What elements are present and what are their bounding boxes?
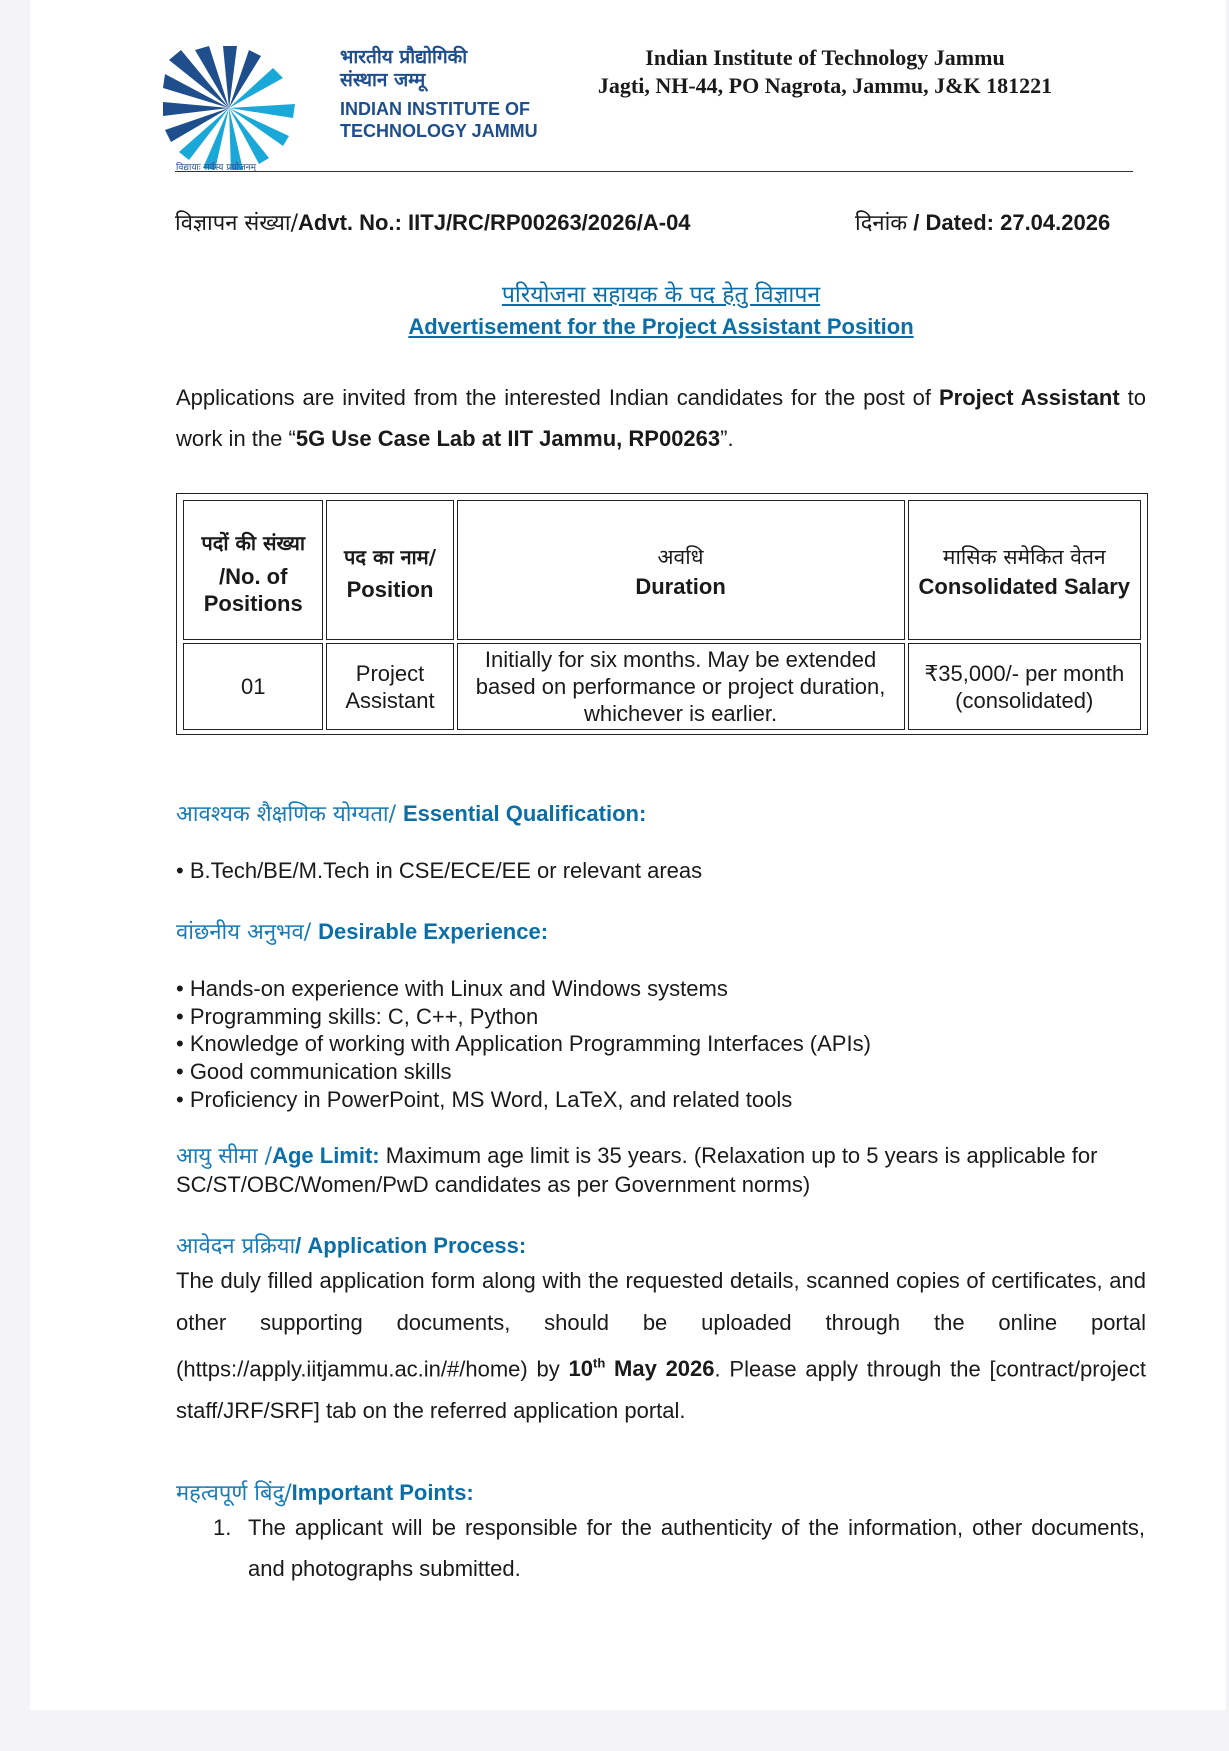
desirable-experience-list [176, 975, 871, 1114]
list-item: • Good communication skills [176, 1059, 452, 1085]
essential-qualification-list [176, 857, 702, 885]
header-duration: अवधि Duration [457, 500, 905, 640]
list-item: • Programming skills: C, C++, Python [176, 1003, 539, 1029]
header-no-of-positions: पदों की संख्या /No. of Positions [183, 500, 323, 640]
age-limit-paragraph: आयु सीमा /Age Limit: Maximum age limit is 35 years. (Relaxation up to 5 years is applicable for SC/ST/OBC/Women/PwD candidates as per Government norms) [176, 1143, 1098, 1197]
cell-salary: ₹35,000/- per month (consolidated) [908, 643, 1141, 730]
logo-english-text: INDIAN INSTITUTE OF TECHNOLOGY JAMMU [340, 99, 538, 141]
important-points-heading: महत्वपूर्ण बिंदु/Important Points: [176, 1480, 474, 1506]
institute-name: Indian Institute of Technology Jammu [645, 45, 1005, 70]
list-item: 1. The applicant will be responsible for the authenticity of the information, other documents, and photographs submitted. [213, 1515, 1145, 1581]
logo-hindi-text: भारतीय प्रौद्योगिकी संस्थान जम्मू [340, 46, 468, 91]
list-item: • Knowledge of working with Application Programming Interfaces (APIs) [176, 1031, 871, 1057]
table-row [183, 643, 1141, 730]
header-divider [175, 171, 1133, 172]
cell-positions: 01 [183, 643, 323, 730]
advertisement-date: दिनांक / Dated: 27.04.2026 [855, 210, 1111, 236]
institute-header [560, 44, 1090, 100]
essential-qualification-heading: आवश्यक शैक्षणिक योग्यता/ Essential Qualification: [176, 801, 647, 827]
desirable-experience-heading: वांछनीय अनुभव/ Desirable Experience: [176, 919, 549, 945]
positions-table [176, 493, 1148, 735]
application-process-paragraph: The duly filled application form along with the requested details, scanned copies of certificates, and other supporting documents, should be uploaded through the online portal (https://apply.iitjammu.ac.in/#/home) by 10th May 2026. Please apply through the [contract/project staff/JRF/SRF] tab on the referred application portal. [176, 1268, 1146, 1423]
header-position: पद का नाम/ Position [326, 500, 453, 640]
logo-motto: विद्यायाः सर्वस्य प्रयोजनम् [176, 163, 256, 173]
intro-paragraph: Applications are invited from the interested Indian candidates for the post of Project Assistant to work in the “5G Use Case Lab at IIT Jammu, RP00263”. [176, 385, 1146, 451]
application-process-heading: आवेदन प्रक्रिया/ Application Process: [176, 1233, 527, 1259]
application-portal-link[interactable]: https://apply.iitjammu.ac.in/#/home [183, 1356, 521, 1382]
iit-jammu-logo-icon [147, 40, 317, 170]
list-item: • B.Tech/BE/M.Tech in CSE/ECE/EE or relevant areas [176, 858, 703, 883]
document-page [30, 0, 1226, 1710]
important-points-list [213, 1507, 1145, 1589]
cell-position-name: Project Assistant [326, 643, 453, 730]
header-salary: मासिक समेकित वेतन Consolidated Salary [908, 500, 1141, 640]
list-item: • Hands-on experience with Linux and Windows systems [176, 976, 728, 1001]
list-item: • Proficiency in PowerPoint, MS Word, LaTeX, and related tools [176, 1086, 793, 1112]
institute-address: Jagti, NH-44, PO Nagrota, Jammu, J&K 181221 [597, 73, 1053, 98]
title-english: Advertisement for the Project Assistant Position [408, 314, 914, 339]
cell-duration: Initially for six months. May be extended based on performance or project duration, whichever is earlier. [457, 643, 905, 730]
title-hindi: परियोजना सहायक के पद हेतु विज्ञापन [501, 282, 821, 308]
advertisement-number: विज्ञापन संख्या/Advt. No.: IITJ/RC/RP00263/2026/A-04 [175, 210, 691, 236]
table-header-row [183, 500, 1141, 640]
